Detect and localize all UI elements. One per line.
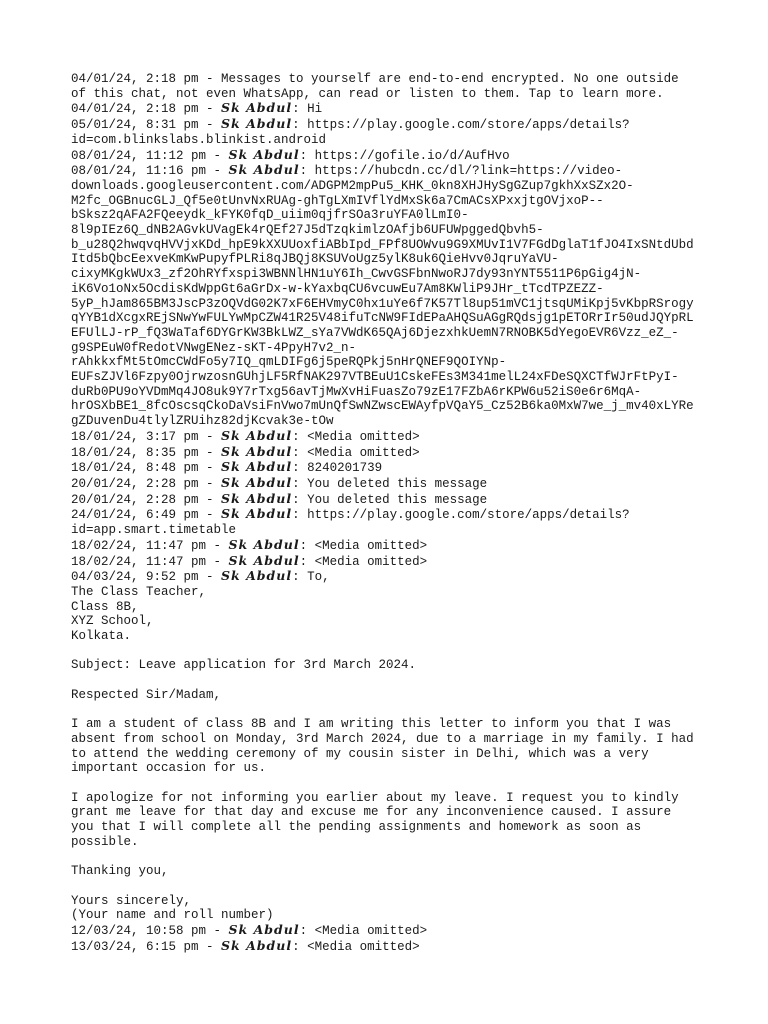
line-text: bSksz2qAFA2FQeeydk_kFYK0fqD_uiim0qjfrSOa3ruYFA0lLmI0- xyxy=(71,208,469,223)
message-text: : Hi xyxy=(292,102,323,117)
message-text: : https://hubcdn.cc/dl/?link=https://video- xyxy=(299,164,623,179)
text-line xyxy=(71,864,711,879)
line-text: g9SPEuW0fRedotVNwgENez-sKT-4PpyH7v2_n- xyxy=(71,340,357,355)
line-text: 04/03/24, 9:52 pm - xyxy=(71,570,222,585)
line-text: EUFsZJVl6Fzpy0OjrwzosnGUhjLF5RfNAK297VTBEuU1CskeFEs3M341melL24xFDeSQXCTfWJrFtPyI- xyxy=(71,370,679,385)
line-text: 08/01/24, 11:16 pm - xyxy=(71,164,229,179)
line-text: 13/03/24, 6:15 pm - xyxy=(71,939,222,954)
text-line xyxy=(71,252,711,267)
text-line xyxy=(71,585,711,600)
text-line xyxy=(71,148,711,164)
text-line xyxy=(71,117,711,133)
text-line xyxy=(71,87,711,102)
text-line xyxy=(71,629,711,644)
line-text: you that I will complete all the pending assignments and homework as soon as xyxy=(71,820,642,835)
sender-name: 𝑺𝒌 𝑨𝒃𝒅𝒖𝒍 xyxy=(228,536,300,552)
line-text: 18/01/24, 8:35 pm - xyxy=(71,445,222,460)
text-line xyxy=(71,805,711,820)
line-text: important occasion for us. xyxy=(71,761,267,776)
sender-name: 𝑺𝒌 𝑨𝒃𝒅𝒖𝒍 xyxy=(221,568,293,584)
text-line xyxy=(71,385,711,400)
line-text: to attend the wedding ceremony of my cousin sister in Delhi, which was a very xyxy=(71,746,649,761)
message-text: : You deleted this message xyxy=(292,492,488,507)
text-line xyxy=(71,732,711,747)
line-text: (Your name and roll number) xyxy=(71,908,274,923)
sender-name: 𝑺𝒌 𝑨𝒃𝒅𝒖𝒍 xyxy=(221,459,293,475)
sender-name: 𝑺𝒌 𝑨𝒃𝒅𝒖𝒍 xyxy=(228,921,300,937)
text-line xyxy=(71,311,711,326)
text-line xyxy=(71,791,711,806)
sender-name: 𝑺𝒌 𝑨𝒃𝒅𝒖𝒍 xyxy=(228,552,300,568)
line-text: 18/01/24, 8:48 pm - xyxy=(71,461,222,476)
text-line xyxy=(71,492,711,508)
text-line xyxy=(71,267,711,282)
line-text: gZDuvenDu4tlylZRUihz82djKcvak3e-tOw xyxy=(71,414,334,429)
line-text: Subject: Leave application for 3rd March 2024. xyxy=(71,658,417,673)
line-text: b_u28Q2hwqvqHVVjxKDd_hpE9kXXUUoxfiABbIpd_FPf8UOWvu9G9XMUvI1V7FGdDglaT1fJO4IxSNtdUbd xyxy=(71,237,694,252)
line-text: Itd5bQbcEexveKmKwPupyfPLRi8qJBQj8KSUVoUgz5ylK8uk6QieHvv0JqruYaVU- xyxy=(71,252,559,267)
sender-name: 𝑺𝒌 𝑨𝒃𝒅𝒖𝒍 xyxy=(228,146,300,162)
line-text: iK6Vo1oNx5OcdisKdWppGt6aGrDx-w-kYaxbqCU6vcuwEu7Am8KWliP9JHr_tTcdTPZEZZ- xyxy=(71,281,604,296)
text-line xyxy=(71,600,711,615)
text-line xyxy=(71,523,711,538)
text-line xyxy=(71,341,711,356)
line-text: rAhkkxfMt5tOmcCWdFo5y7IQ_qmLDIFg6j5peRQPkj5nHrQNEF9QOIYNp- xyxy=(71,355,507,370)
message-text: : https://play.google.com/store/apps/details? xyxy=(292,118,630,133)
text-line xyxy=(71,460,711,476)
line-text: I apologize for not informing you earlier about my leave. I request you to kindly xyxy=(71,790,679,805)
sender-name: 𝑺𝒌 𝑨𝒃𝒅𝒖𝒍 xyxy=(221,116,293,132)
sender-name: 𝑺𝒌 𝑨𝒃𝒅𝒖𝒍 xyxy=(221,443,293,459)
text-line xyxy=(71,370,711,385)
text-line xyxy=(71,399,711,414)
line-text: Yours sincerely, xyxy=(71,893,192,908)
text-line xyxy=(71,614,711,629)
line-text: hrOSXbBE1_8fcOscsqCkoDaVsiFnVwo7mUnQfSwNZwscEWAyfpVQaY5_Cz52B6ka0MxW7we_j_mv40xLYRe xyxy=(71,399,694,414)
line-text: 04/01/24, 2:18 pm - xyxy=(71,102,222,117)
text-line xyxy=(71,776,711,791)
message-text: : <Media omitted> xyxy=(299,554,428,569)
text-line xyxy=(71,688,711,703)
text-line xyxy=(71,163,711,179)
line-text: Class 8B, xyxy=(71,599,139,614)
text-line xyxy=(71,445,711,461)
line-text: 20/01/24, 2:28 pm - xyxy=(71,492,222,507)
text-line xyxy=(71,835,711,850)
text-line xyxy=(71,476,711,492)
message-text: : https://gofile.io/d/AufHvo xyxy=(299,148,510,163)
text-line xyxy=(71,238,711,253)
text-line xyxy=(71,820,711,835)
text-line xyxy=(71,644,711,659)
line-text: cixyMKgkWUx3_zf2OhRYfxspi3WBNNlHN1uY6Ih_CwvGSFbnNwoRJ7dy93nYNT5511P6pGig4jN- xyxy=(71,267,642,282)
line-text: XYZ School, xyxy=(71,614,154,629)
message-text: : To, xyxy=(292,570,330,585)
text-line xyxy=(71,923,711,939)
line-text: absent from school on Monday, 3rd March 2024, due to a marriage in my family. I had xyxy=(71,731,694,746)
text-line xyxy=(71,223,711,238)
text-line xyxy=(71,569,711,585)
line-text: id=com.blinkslabs.blinkist.android xyxy=(71,132,327,147)
text-line xyxy=(71,72,711,87)
text-line xyxy=(71,179,711,194)
sender-name: 𝑺𝒌 𝑨𝒃𝒅𝒖𝒍 xyxy=(228,162,300,178)
text-line xyxy=(71,894,711,909)
line-text: The Class Teacher, xyxy=(71,584,207,599)
line-text: qYYB1dXcgxREjSNwYwFULYwMpCZW41R25V48ifuTcNW9FIdEPaAHQSuAGgRQdsjg1pETORrIr50udJQYpRL xyxy=(71,311,694,326)
sender-name: 𝑺𝒌 𝑨𝒃𝒅𝒖𝒍 xyxy=(221,427,293,443)
line-text: 12/03/24, 10:58 pm - xyxy=(71,923,229,938)
text-line xyxy=(71,326,711,341)
message-text: : https://play.google.com/store/apps/details? xyxy=(292,508,630,523)
line-text: id=app.smart.timetable xyxy=(71,523,237,538)
line-text: 04/01/24, 2:18 pm - Messages to yourself are end-to-end encrypted. No one outside xyxy=(71,72,679,86)
text-line xyxy=(71,879,711,894)
line-text: downloads.googleusercontent.com/ADGPM2mpPu5_KHK_0kn8XHJHySgGZup7gkhXxSZx2O- xyxy=(71,178,634,193)
line-text: of this chat, not even WhatsApp, can read or listen to them. Tap to learn more. xyxy=(71,86,664,101)
sender-name: 𝑺𝒌 𝑨𝒃𝒅𝒖𝒍 xyxy=(221,100,293,116)
line-text: possible. xyxy=(71,834,139,849)
text-line xyxy=(71,554,711,570)
line-text: duRb0PU9oYVDmMq4JO8uk9Y7rTxg56avTjMwXvHiFuasZo79zE17FZbA6rKPW6u52iS0e6r6MqA- xyxy=(71,384,642,399)
line-text: Thanking you, xyxy=(71,864,169,879)
line-text: grant me leave for that day and excuse me for any inconvenience caused. I assure xyxy=(71,805,672,820)
text-line xyxy=(71,673,711,688)
sender-name: 𝑺𝒌 𝑨𝒃𝒅𝒖𝒍 xyxy=(221,937,293,953)
line-text: Respected Sir/Madam, xyxy=(71,687,222,702)
line-text: EFUlLJ-rP_fQ3WaTaf6DYGrKW3BkLWZ_sYa7VWdK65QAj6DjezxhkUemN7RNOBK5dYegoEVR6Vzz_eZ_- xyxy=(71,325,679,340)
text-line xyxy=(71,908,711,923)
line-text: 5yP_hJam865BM3JscP3zOQVdG02K7xF6EHVmyC0hx1uYe6f7K57Tl8up51mVC1jtsqUMiKpj5vKbpRSrogy xyxy=(71,296,694,311)
message-text: : 8240201739 xyxy=(292,461,383,476)
chat-export-document xyxy=(71,72,711,954)
text-line xyxy=(71,538,711,554)
text-line xyxy=(71,282,711,297)
text-line xyxy=(71,429,711,445)
message-text: : <Media omitted> xyxy=(292,939,420,954)
text-line xyxy=(71,850,711,865)
line-text: 05/01/24, 8:31 pm - xyxy=(71,118,222,133)
message-text: : <Media omitted> xyxy=(292,445,420,460)
text-line xyxy=(71,761,711,776)
message-text: : <Media omitted> xyxy=(292,429,420,444)
text-line xyxy=(71,101,711,117)
message-text: : You deleted this message xyxy=(292,476,488,491)
text-line xyxy=(71,194,711,209)
line-text: 18/02/24, 11:47 pm - xyxy=(71,538,229,553)
sender-name: 𝑺𝒌 𝑨𝒃𝒅𝒖𝒍 xyxy=(221,490,293,506)
text-line xyxy=(71,133,711,148)
text-line xyxy=(71,717,711,732)
message-text: : <Media omitted> xyxy=(299,923,428,938)
line-text: Kolkata. xyxy=(71,629,132,644)
line-text: 20/01/24, 2:28 pm - xyxy=(71,476,222,491)
line-text: 08/01/24, 11:12 pm - xyxy=(71,148,229,163)
text-line xyxy=(71,658,711,673)
sender-name: 𝑺𝒌 𝑨𝒃𝒅𝒖𝒍 xyxy=(221,474,293,490)
line-text: I am a student of class 8B and I am writing this letter to inform you that I was xyxy=(71,717,672,732)
text-line xyxy=(71,297,711,312)
text-line xyxy=(71,507,711,523)
line-text: 18/02/24, 11:47 pm - xyxy=(71,554,229,569)
message-text: : <Media omitted> xyxy=(299,538,428,553)
line-text: 24/01/24, 6:49 pm - xyxy=(71,508,222,523)
text-line xyxy=(71,703,711,718)
line-text: 8l9pIEz6Q_dNB2AGvkUVagEk4rQEf27J5dTzqkimlzOAfjb6UFUWpggedQbvh5- xyxy=(71,223,544,238)
sender-name: 𝑺𝒌 𝑨𝒃𝒅𝒖𝒍 xyxy=(221,506,293,522)
text-line xyxy=(71,414,711,429)
line-text: M2fc_OGBnucGLJ_Qf5e0tUnvNxRUAg-ghTgLXmIVflYdMxSk6a7CmACsXPxxjtgOVjxoP-- xyxy=(71,193,604,208)
text-line xyxy=(71,208,711,223)
text-line xyxy=(71,355,711,370)
line-text: 18/01/24, 3:17 pm - xyxy=(71,429,222,444)
text-line xyxy=(71,747,711,762)
text-line xyxy=(71,939,711,955)
